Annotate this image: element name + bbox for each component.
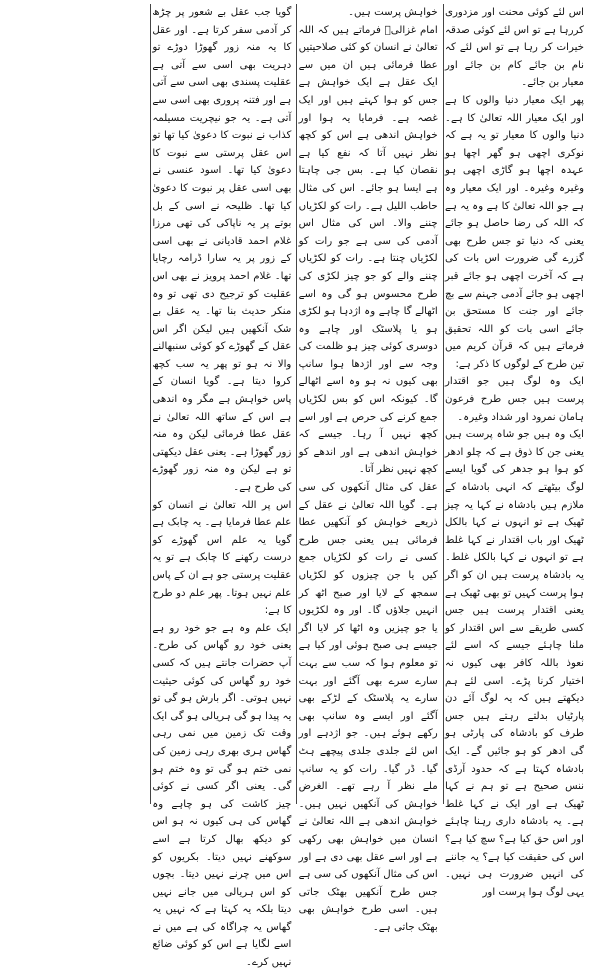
paragraph: ایک وہ لوگ ہیں جو اقتدار پرست ہیں جس طرح فرعون ہامان نمرود اور شداد وغیرہ۔ (444, 376, 584, 423)
column-divider (443, 4, 444, 804)
text-columns (6, 4, 584, 969)
column-2 (298, 4, 438, 933)
paragraph: عقل کی مثال آنکھوں کی سی ہے۔ گویا اللہ تعالیٰ نے عقل کے ذریعے خواہش کو آنکھیں عطا فرمائی ہیں یعنی جس طرح کسی نے رات کو لکڑیاں جمع کیں یا جن چیزوں کو لکڑیاں سمجھ کے لایا اور صبح اٹھ کر انہیں جلاؤں گا۔ اور وہ لکڑیوں یا جو چیزیں وہ اٹھا کر لایا اگر جیسے ہی صبح ہوئی اور کیا ہے تو معلوم ہوا کہ سب سے بہت سارے سرے بھی آگئے اور بہت سارے یہ پلاسٹک کے لڑکے بھی آگئے اور ایسے وہ سانپ بھی رکھے ہوئے ہیں۔ جو اژدہے اور اس لئے جلدی جلدی پیچھے ہٹ گیا۔ ڈر گیا۔ رات کو یہ سانپ ملے نظر آ رہے تھے۔ الغرض خواہش کی آنکھیں نہیں ہیں۔ خواہش اندھی ہے اللہ تعالیٰ نے انسان میں خواہش بھی رکھی ہے اور اسے عقل بھی دی ہے اور اس کی مثال آنکھوں کی سی ہے جس طرح آنکھیں بھٹک جاتی ہیں۔ اسی طرح خواہش بھی بھٹک جاتی ہے۔ (298, 482, 438, 933)
paragraph: اس پر اللہ تعالیٰ نے انسان کو علم عطا فرمایا ہے۔ یہ چابک ہے گویا یہ علم اس گھوڑے کو درست رکھنے کا چابک ہے تو یہ عقلیت پرستی جو ہے ان کے پاس علم نہیں ہوتا۔ پھر علم دو طرح کا ہے: (152, 499, 292, 617)
paragraph: پھر ایک معیار دنیا والوں کا ہے اور ایک معیار اللہ تعالیٰ کا ہے۔ دنیا والوں کا معیار تو یہ ہے کہ نوکری اچھی ہو گھر اچھا ہو عہدہ اچھا ہو گاڑی اچھی ہو وغیرہ وغیرہ۔ اور ایک معیار وہ ہے جو اللہ تعالیٰ کا ہے وہ یہ ہے کہ اللہ کی رضا حاصل ہو جائے یعنی کہ دنیا تو جس طرح بھی گزرے گی ضرورت اس بات کی ہے کہ آخرت اچھی ہو جائے قبر اچھی ہو جائے آدمی جہنم سے بچ جائے اور جنت کا مستحق بن جائے اسی بات کو اللہ تحقیق فرماتے ہیں کہ قرآن کریم میں تین طرح کے لوگوں کا ذکر ہے: (444, 94, 584, 370)
column-divider (296, 4, 297, 804)
column-4 (6, 4, 145, 804)
column-divider (150, 4, 151, 804)
paragraph: اس لئے کوئی محنت اور مزدوری کررہا ہے تو اس لئے کوئی صدقہ خیرات کر رہا ہے تو اس لئے کہ نام بن جائے کام بن جائے اور معیار بن جائے۔ (444, 7, 584, 89)
column-3 (152, 4, 292, 969)
paragraph: ایک علم وہ ہے جو خود رو ہے یعنی خود رو گھاس کی طرح۔ آپ حضرات جانتے ہیں کہ کسی خود رو گھاس کی کوئی حیثیت نہیں ہوتی۔ اگر بارش ہو گی تو یہ پیدا ہو گی ہریالی ہو گی ایک وقت تک زمین میں نمی رہی گھاس ہری بھری رہی زمین کی نمی ختم ہو گی تو وہ ختم ہو گی۔ یعنی اگر کسی نے کوئی چیز کاشت کی ہو چاہے وہ گھاس کی ہی کیوں نہ ہو اس کو دیکھ بھال کرتا ہے اسے سوکھنے نہیں دیتا۔ بکریوں کو اس میں چرنے نہیں دیتا۔ بچوں کو اس ہریالی میں جانے نہیں دیتا بلکہ یہ کہتا ہے کہ نہیں یہ گھاس یہ چراگاہ کی ہے میں نے اسے لگایا ہے اس کو کوئی ضائع نہیں کرے۔ (152, 622, 292, 969)
paragraph: خواہش پرست ہیں۔ (348, 7, 438, 18)
paragraph: گویا جب عقل بے شعور پر چڑھ کر آدمی سفر کرتا ہے۔ اور عقل کا یہ منہ زور گھوڑا دوڑے تو دہریت بھی اسی سے آتی ہے عقلیت پسندی بھی اسی سے آتی ہے اور فتنہ پروری بھی اسی سے آتی ہے۔ یہ جو نیچریت مسیلمہ کذاب نے نبوت کا دعویٰ کیا تھا تو اس عقل پرستی سے نبوت کا دعویٰ کیا تھا۔ اسود عنسی نے بھی اسی عقل پر نبوت کا دعویٰ کیا تھا۔ ظلیحہ نے اسی کے بل بوتے پر یہ ناپاکی کی تھی مرزا غلام احمد قادیانی نے بھی اسی کے زور پر یہ سارا ڈرامہ رچایا تھا۔ غلام احمد پرویز نے بھی اس عقلیت کو ترجیح دی تھی تو وہ منکر حدیث بنا تھا۔ یہ عقل بے شک آنکھیں ہیں لیکن اگر اس عقل کے گھوڑے کو کوئی سنبھالنے والا نہ ہو تو پھر یہ سب کچھ کروا دیتا ہے۔ گویا انسان کے پاس خواہش ہے مگر وہ اندھی ہے اس کے ساتھ اللہ تعالیٰ نے عقل عطا فرمائی لیکن وہ منہ زور گھوڑا ہے۔ یعنی عقل دیکھتی تو ہے لیکن وہ منہ زور گھوڑے کی طرح ہے۔ (152, 7, 292, 494)
column-1 (444, 4, 584, 898)
paragraph: امام غزالیؒ فرماتے ہیں کہ اللہ تعالیٰ نے انسان کو کئی صلاحیتیں عطا فرمائی ہیں ان میں سے ایک عقل ہے ایک خواہش ہے جس کو ہوا کہتے ہیں اور ایک غصہ ہے۔ فرمایا یہ ہوا اور خواہش اندھی ہے اس کو کچھ نظر نہیں آتا کہ نفع کیا ہے نقصان کیا ہے۔ بس جی چاہتا ہے ایسا ہو جائے۔ اس کی مثال حاطب اللیل ہے۔ رات کو لکڑیاں چننے والا۔ اس کی مثال اس آدمی کی سی ہے جو رات کو لکڑیاں چنتا ہے۔ رات کو لکڑیاں چننے والے کو جو چیز لکڑی کی طرح محسوس ہو گی وہ اسے اٹھالے گا چاہے وہ اژدہا ہو لکڑی ہو یا پلاسٹک اور چاہے وہ دوسری کوئی چیز ہو ظلمت کی وجہ سے اور اژدھا ہوا سانپ بھی کیوں نہ ہو وہ اسے اٹھالے گا۔ کیونکہ اس کو بس لکڑیاں جمع کرنے کی حرص ہے اور اسے کچھ نہیں آ رہا۔ جیسے کہ خواہش اندھی ہے اور اندھے کو کچھ نہیں نظر آتا۔ (298, 24, 438, 476)
paragraph: ایک وہ ہیں جو شاہ پرست ہیں یعنی جن کا ذوق ہے کہ چلو ادھر کو ہوا ہو جدھر کی گویا ایسے لوگ بیٹھتے کہ انہی بادشاہ کے ملازم ہیں بادشاہ نے کہا یہ چیز ٹھیک ہے تو انہوں نے کہا بالکل ٹھیک اور باب اقتدار نے کہا غلط ہے تو انہوں نے کہا بالکل غلط۔ یہ بادشاہ پرست ہیں ان کو اگر ہوا پرست کہیں تو بھی ٹھیک ہے یعنی اقتدار پرست ہیں جس کسی طریقے سے اس اقتدار کو ملنا چاہئے جیسے کہ اسے لئے نعوذ باللہ کافر بھی کیوں نہ اختیار کرنا پڑے۔ اسی لئے ہم دیکھتے ہیں کہ یہ لوگ آئے دن پارٹیاں بدلتے رہتے ہیں جس طرف کو بادشاہ کی پارٹی ہو گی ادھر کو ہو جائیں گے۔ ایک بادشاہ کہتا ہے کہ حدود آرڈی ننس صحیح ہے تو ہم نے کہا ٹھیک ہے اور ایک نے کہا غلط ہے۔ یہ بادشاہ داری رہنا چاہئے اور اس حق کیا ہے؟ سچ کیا ہے؟ اس کی حقیقت کیا ہے؟ یہ جاننے کی انہیں ضرورت ہی نہیں۔ یہی لوگ ہوا پرست اور (444, 429, 584, 898)
